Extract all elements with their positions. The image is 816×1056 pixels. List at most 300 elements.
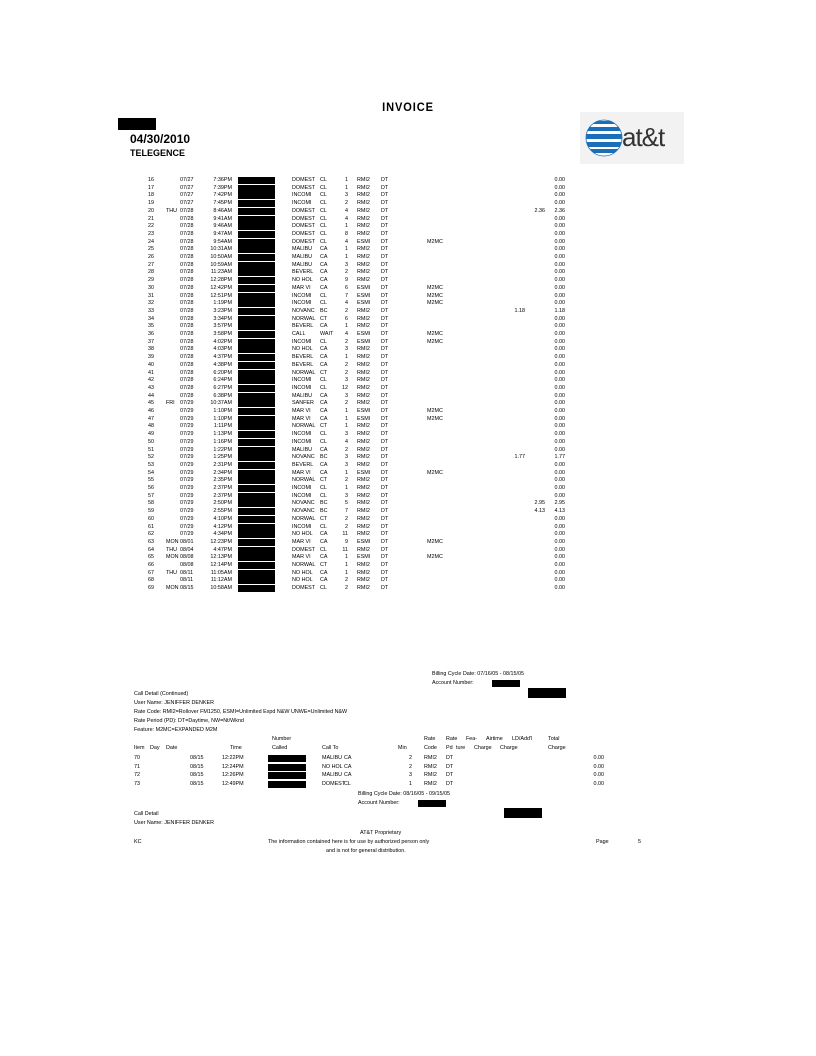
cell-code: RMI2 (357, 246, 370, 253)
globe-icon (584, 118, 624, 158)
cell-total: 1.77 (554, 454, 565, 461)
col-item: Item (134, 745, 145, 751)
cell-to: CL (320, 200, 327, 207)
cell-code: RMI2 (357, 438, 370, 445)
cell-total: 0.00 (554, 538, 565, 545)
cell-pd: DT (381, 392, 389, 399)
cell-pd: DT (381, 562, 389, 568)
cell-item: 25 (148, 246, 154, 253)
cell-code: RMI2 (357, 354, 370, 361)
cell-date: 07/27 (180, 192, 194, 199)
cell-item: 61 (148, 523, 154, 530)
cell-date: 07/28 (180, 346, 194, 353)
cell-feat: M2MC (427, 238, 443, 245)
cell-called: NOVANC (292, 454, 315, 461)
cell-min: 2 (345, 515, 348, 522)
cell-date: 07/28 (180, 215, 194, 222)
cell-pd: DT (381, 331, 389, 337)
cell-time: 2:35PM (213, 477, 232, 484)
cell-code: RMI2 (357, 184, 370, 191)
cell-called: MALIBU (292, 254, 313, 260)
cell-item: 24 (148, 238, 154, 245)
cell-code: RMI2 (357, 277, 370, 284)
cell-total: 0.00 (554, 431, 565, 438)
cell-total: 0.00 (554, 485, 565, 491)
cell-time: 1:13PM (213, 431, 232, 438)
cell-time: 6:38PM (213, 392, 232, 399)
cell-date: 07/29 (180, 408, 194, 414)
cell-pd: DT (381, 207, 389, 214)
cell-total: 0.00 (554, 346, 565, 353)
cell-called: INCOMI (292, 338, 312, 345)
cell-time: 7:45PM (213, 200, 232, 207)
cell-to: CT (320, 369, 328, 376)
cell-total: 0.00 (554, 315, 565, 322)
cell-ld: 2.36 (534, 207, 545, 214)
cell-to: CT (320, 423, 328, 430)
cell-total: 0.00 (554, 569, 565, 576)
cell-code: ESMI (357, 408, 371, 414)
cell-min: 4 (345, 238, 348, 245)
cell-date: 07/28 (180, 246, 194, 253)
cell-min: 1 (345, 323, 348, 330)
cell-called: NORWAL (292, 477, 316, 484)
cell-item: 47 (148, 415, 154, 422)
cell-min: 9 (345, 538, 348, 545)
table-row (0, 584, 816, 593)
cell-total: 0.00 (554, 392, 565, 399)
col-time: Time (230, 745, 242, 751)
cell-pd: DT (381, 546, 389, 553)
cell-code: RMI2 (357, 585, 370, 592)
cell-called: INCOMI (292, 492, 312, 499)
cell-item: 65 (148, 554, 154, 561)
cell-date: 07/27 (180, 177, 194, 183)
cell-pd: DT (381, 354, 389, 361)
cell-date: 08/15 (190, 780, 204, 787)
cell-min: 1 (345, 254, 348, 260)
cell-pd: DT (381, 461, 389, 468)
cell-total: 0.00 (554, 585, 565, 592)
cell-pd: DT (446, 763, 454, 770)
cell-time: 4:02PM (213, 338, 232, 345)
cell-date: 07/28 (180, 323, 194, 330)
cell-total: 0.00 (554, 492, 565, 499)
cell-pd: DT (381, 238, 389, 245)
cell-called: BEVERL (292, 354, 314, 361)
cell-code: RMI2 (357, 531, 370, 538)
cell-time: 10:58AM (210, 585, 232, 592)
cell-pd: DT (381, 577, 389, 584)
cell-called: BEVERL (292, 361, 314, 368)
cell-called: INCOMI (292, 485, 312, 491)
cell-time: 11:12AM (210, 577, 232, 584)
cell-min: 7 (345, 292, 348, 299)
cell-time: 12:24PM (222, 763, 244, 770)
cell-code: RMI2 (357, 454, 370, 461)
cell-to: CL (344, 780, 351, 787)
cell-to: CL (320, 492, 327, 499)
cell-code: RMI2 (424, 772, 437, 779)
cell-min: 1 (345, 423, 348, 430)
cell-pd: DT (381, 408, 389, 414)
cell-min: 1 (345, 485, 348, 491)
cell-code: RMI2 (357, 546, 370, 553)
cell-called: INCOMI (292, 200, 312, 207)
cell-total: 0.00 (593, 780, 604, 787)
cell-called: MALIBU (292, 246, 313, 253)
cell-called: DOMEST (292, 223, 316, 230)
cell-total: 0.00 (554, 384, 565, 391)
cell-pd: DT (381, 292, 389, 299)
cell-pd: DT (381, 531, 389, 538)
cell-to: BC (320, 500, 328, 507)
cell-to: BC (320, 454, 328, 461)
cell-total: 0.00 (554, 338, 565, 345)
account-number-label: Account Number: (358, 800, 400, 806)
col-charge: Charge (548, 745, 566, 751)
cell-min: 1 (409, 780, 412, 787)
cell-date: 07/29 (180, 500, 194, 507)
section-heading: Call Detail (Continued) (134, 691, 189, 697)
cell-feat: M2MC (427, 331, 443, 337)
cell-to: CT (320, 315, 328, 322)
cell-day: FRI (166, 400, 175, 407)
cell-time: 4:10PM (213, 515, 232, 522)
cell-called: NOVANC (292, 508, 315, 515)
cell-total: 4.13 (554, 508, 565, 515)
cell-to: CA (320, 269, 328, 276)
cell-pd: DT (381, 323, 389, 330)
redacted-number (268, 764, 306, 771)
cell-called: NO HOL (292, 577, 313, 584)
cell-item: 52 (148, 454, 154, 461)
cell-total: 0.00 (554, 554, 565, 561)
cell-time: 1:25PM (213, 454, 232, 461)
cell-date: 07/28 (180, 223, 194, 230)
cell-to: CT (320, 515, 328, 522)
cell-min: 12 (342, 384, 348, 391)
cell-time: 3:57PM (213, 323, 232, 330)
cell-called: DOMEST (292, 230, 316, 237)
cell-time: 7:36PM (213, 177, 232, 183)
cell-pd: DT (381, 431, 389, 438)
cell-code: RMI2 (357, 569, 370, 576)
cell-time: 1:10PM (213, 415, 232, 422)
cell-min: 6 (345, 315, 348, 322)
cell-time: 4:38PM (213, 361, 232, 368)
cell-min: 4 (345, 438, 348, 445)
col-called: Called (272, 745, 288, 751)
cell-time: 11:05AM (210, 569, 232, 576)
cell-item: 56 (148, 485, 154, 491)
cell-called: INCOMI (292, 192, 312, 199)
cell-code: RMI2 (357, 492, 370, 499)
cell-date: 08/04 (180, 546, 194, 553)
cell-feat: M2MC (427, 408, 443, 414)
cell-item: 68 (148, 577, 154, 584)
cell-total: 0.00 (554, 546, 565, 553)
cell-date: 07/28 (180, 392, 194, 399)
cell-pd: DT (381, 261, 389, 268)
cell-code: RMI2 (357, 369, 370, 376)
cell-called: NORWAL (292, 369, 316, 376)
cell-to: CA (344, 763, 352, 770)
cell-pd: DT (381, 277, 389, 284)
cell-time: 4:12PM (213, 523, 232, 530)
cell-code: RMI2 (357, 323, 370, 330)
cell-feat: M2MC (427, 338, 443, 345)
cell-code: RMI2 (357, 485, 370, 491)
cell-item: 55 (148, 477, 154, 484)
footer-notice: The information contained here is for use by authorized person only (268, 839, 430, 845)
redacted-block (504, 808, 542, 818)
cell-min: 6 (345, 284, 348, 291)
billing-cycle: Billing Cycle Date: 08/16/05 - 09/15/05 (358, 791, 450, 797)
cell-min: 4 (345, 207, 348, 214)
cell-to: CA (320, 254, 328, 260)
cell-to: CA (320, 284, 328, 291)
cell-time: 4:03PM (213, 346, 232, 353)
redacted-number (268, 755, 306, 762)
cell-called: INCOMI (292, 431, 312, 438)
cell-min: 1 (345, 415, 348, 422)
cell-code: RMI2 (357, 431, 370, 438)
cell-item: 38 (148, 346, 154, 353)
cell-code: RMI2 (357, 508, 370, 515)
cell-min: 3 (409, 772, 412, 779)
cell-to: CA (320, 446, 328, 453)
cell-pd: DT (381, 377, 389, 384)
page-label: Page (596, 839, 609, 845)
cell-total: 0.00 (554, 446, 565, 453)
cell-feat: M2MC (427, 415, 443, 422)
invoice-date: 04/30/2010 (130, 132, 191, 146)
cell-item: 59 (148, 508, 154, 515)
cell-item: 57 (148, 492, 154, 499)
cell-code: RMI2 (357, 223, 370, 230)
cell-called: DOMEST (292, 207, 316, 214)
cell-called: NO HOL (292, 277, 313, 284)
col-feature: Fea- (466, 736, 478, 742)
cell-item: 62 (148, 531, 154, 538)
cell-pd: DT (381, 585, 389, 592)
page-number: 5 (638, 839, 641, 845)
cell-date: 07/28 (180, 307, 194, 314)
cell-min: 5 (345, 500, 348, 507)
cell-called: INCOMI (292, 300, 312, 307)
cell-called: MAR VI (292, 284, 311, 291)
cell-total: 0.00 (554, 531, 565, 538)
cell-item: 53 (148, 461, 154, 468)
cell-called: DOMEST (292, 184, 316, 191)
col-total: Total (548, 736, 560, 742)
cell-to: CT (320, 562, 328, 568)
cell-min: 2 (345, 200, 348, 207)
cell-time: 12:26PM (222, 772, 244, 779)
cell-min: 4 (345, 300, 348, 307)
cell-to: WAIT (320, 331, 334, 337)
cell-item: 49 (148, 431, 154, 438)
cell-time: 12:28PM (210, 277, 232, 284)
cell-called: INCOMI (292, 438, 312, 445)
cell-to: CA (320, 346, 328, 353)
cell-pd: DT (381, 361, 389, 368)
cell-date: 07/28 (180, 377, 194, 384)
cell-total: 0.00 (554, 377, 565, 384)
redacted-number (238, 585, 275, 592)
cell-total: 0.00 (554, 192, 565, 199)
cell-code: RMI2 (357, 477, 370, 484)
cell-called: MALIBU (322, 755, 343, 761)
col-charge: Charge (474, 745, 492, 751)
cell-code: RMI2 (357, 515, 370, 522)
cell-item: 32 (148, 300, 154, 307)
cell-min: 2 (345, 523, 348, 530)
cell-date: 08/15 (190, 755, 204, 761)
page-title: INVOICE (382, 100, 434, 114)
cell-min: 1 (345, 562, 348, 568)
redacted-account (492, 680, 520, 687)
cell-total: 2.36 (554, 207, 565, 214)
cell-to: CL (320, 384, 327, 391)
cell-called: INCOMI (292, 292, 312, 299)
cell-time: 12:42PM (210, 284, 232, 291)
cell-total: 0.00 (554, 477, 565, 484)
cell-code: RMI2 (357, 346, 370, 353)
cell-item: 50 (148, 438, 154, 445)
cell-total: 0.00 (554, 438, 565, 445)
cell-time: 2:31PM (213, 461, 232, 468)
table-row (0, 763, 816, 772)
cell-item: 26 (148, 254, 154, 260)
cell-time: 10:59AM (210, 261, 232, 268)
cell-total: 0.00 (554, 354, 565, 361)
cell-pd: DT (446, 780, 454, 787)
cell-date: 07/28 (180, 369, 194, 376)
cell-date: 07/29 (180, 431, 194, 438)
cell-to: CA (320, 531, 328, 538)
cell-date: 07/29 (180, 423, 194, 430)
cell-called: NO HOL (292, 569, 313, 576)
cell-to: CA (320, 569, 328, 576)
cell-min: 1 (345, 246, 348, 253)
cell-time: 7:39PM (213, 184, 232, 191)
cell-day: THU (166, 207, 178, 214)
cell-called: MALIBU (292, 446, 313, 453)
cell-min: 3 (345, 392, 348, 399)
cell-code: ESMI (357, 331, 371, 337)
cell-item: 67 (148, 569, 154, 576)
cell-pd: DT (381, 338, 389, 345)
cell-to: CA (344, 755, 352, 761)
cell-pd: DT (381, 284, 389, 291)
col-pd: Pd (446, 745, 453, 751)
cell-date: 07/29 (180, 485, 194, 491)
cell-day: MON (166, 554, 179, 561)
cell-to: CA (320, 261, 328, 268)
cell-item: 60 (148, 515, 154, 522)
cell-code: RMI2 (357, 192, 370, 199)
cell-item: 69 (148, 585, 154, 592)
cell-code: RMI2 (357, 392, 370, 399)
cell-min: 3 (345, 261, 348, 268)
cell-time: 10:31AM (210, 246, 232, 253)
cell-to: CL (320, 377, 327, 384)
cell-date: 08/15 (190, 763, 204, 770)
cell-code: RMI2 (357, 577, 370, 584)
cell-min: 2 (345, 338, 348, 345)
cell-total: 0.00 (554, 200, 565, 207)
cell-called: NORWAL (292, 562, 316, 568)
cell-to: CA (320, 469, 328, 476)
cell-called: MALIBU (322, 772, 343, 779)
cell-total: 0.00 (554, 300, 565, 307)
cell-total: 0.00 (554, 269, 565, 276)
cell-date: 08/08 (180, 562, 194, 568)
cell-total: 0.00 (554, 369, 565, 376)
cell-min: 2 (409, 755, 412, 761)
cell-date: 07/29 (180, 400, 194, 407)
cell-time: 10:37AM (210, 400, 232, 407)
cell-date: 07/28 (180, 384, 194, 391)
cell-total: 0.00 (554, 292, 565, 299)
cell-min: 7 (345, 508, 348, 515)
cell-called: MALIBU (292, 261, 313, 268)
cell-time: 10:50AM (210, 254, 232, 260)
cell-to: CT (320, 477, 328, 484)
cell-time: 3:58PM (213, 331, 232, 337)
cell-to: CA (320, 400, 328, 407)
cell-to: CL (320, 585, 327, 592)
cell-total: 0.00 (554, 177, 565, 183)
cell-total: 0.00 (554, 469, 565, 476)
cell-min: 2 (345, 585, 348, 592)
table-row (0, 771, 816, 780)
cell-date: 07/27 (180, 184, 194, 191)
cell-to: CL (320, 292, 327, 299)
cell-min: 3 (345, 192, 348, 199)
cell-called: DOMEST (322, 780, 346, 787)
cell-ld: 2.95 (534, 500, 545, 507)
cell-total: 0.00 (554, 261, 565, 268)
cell-date: 07/29 (180, 531, 194, 538)
cell-time: 1:19PM (213, 300, 232, 307)
cell-feat: M2MC (427, 284, 443, 291)
cell-time: 9:54AM (213, 238, 232, 245)
cell-min: 1 (345, 223, 348, 230)
cell-to: CA (320, 538, 328, 545)
cell-air: 1.18 (514, 307, 525, 314)
cell-called: DOMEST (292, 546, 316, 553)
cell-item: 41 (148, 369, 154, 376)
cell-date: 07/28 (180, 207, 194, 214)
cell-to: CL (320, 207, 327, 214)
cell-to: CA (320, 354, 328, 361)
cell-min: 2 (345, 269, 348, 276)
cell-date: 08/08 (180, 554, 194, 561)
cell-code: RMI2 (357, 562, 370, 568)
cell-feat: M2MC (427, 469, 443, 476)
cell-date: 07/28 (180, 277, 194, 284)
cell-day: MON (166, 538, 179, 545)
rate-period-legend: Rate Period (PD): DT=Daytime, NW=Nt/Wknd (134, 718, 244, 724)
cell-total: 0.00 (554, 515, 565, 522)
cell-pd: DT (381, 269, 389, 276)
cell-total: 2.95 (554, 500, 565, 507)
cell-min: 3 (345, 461, 348, 468)
cell-to: CL (320, 338, 327, 345)
